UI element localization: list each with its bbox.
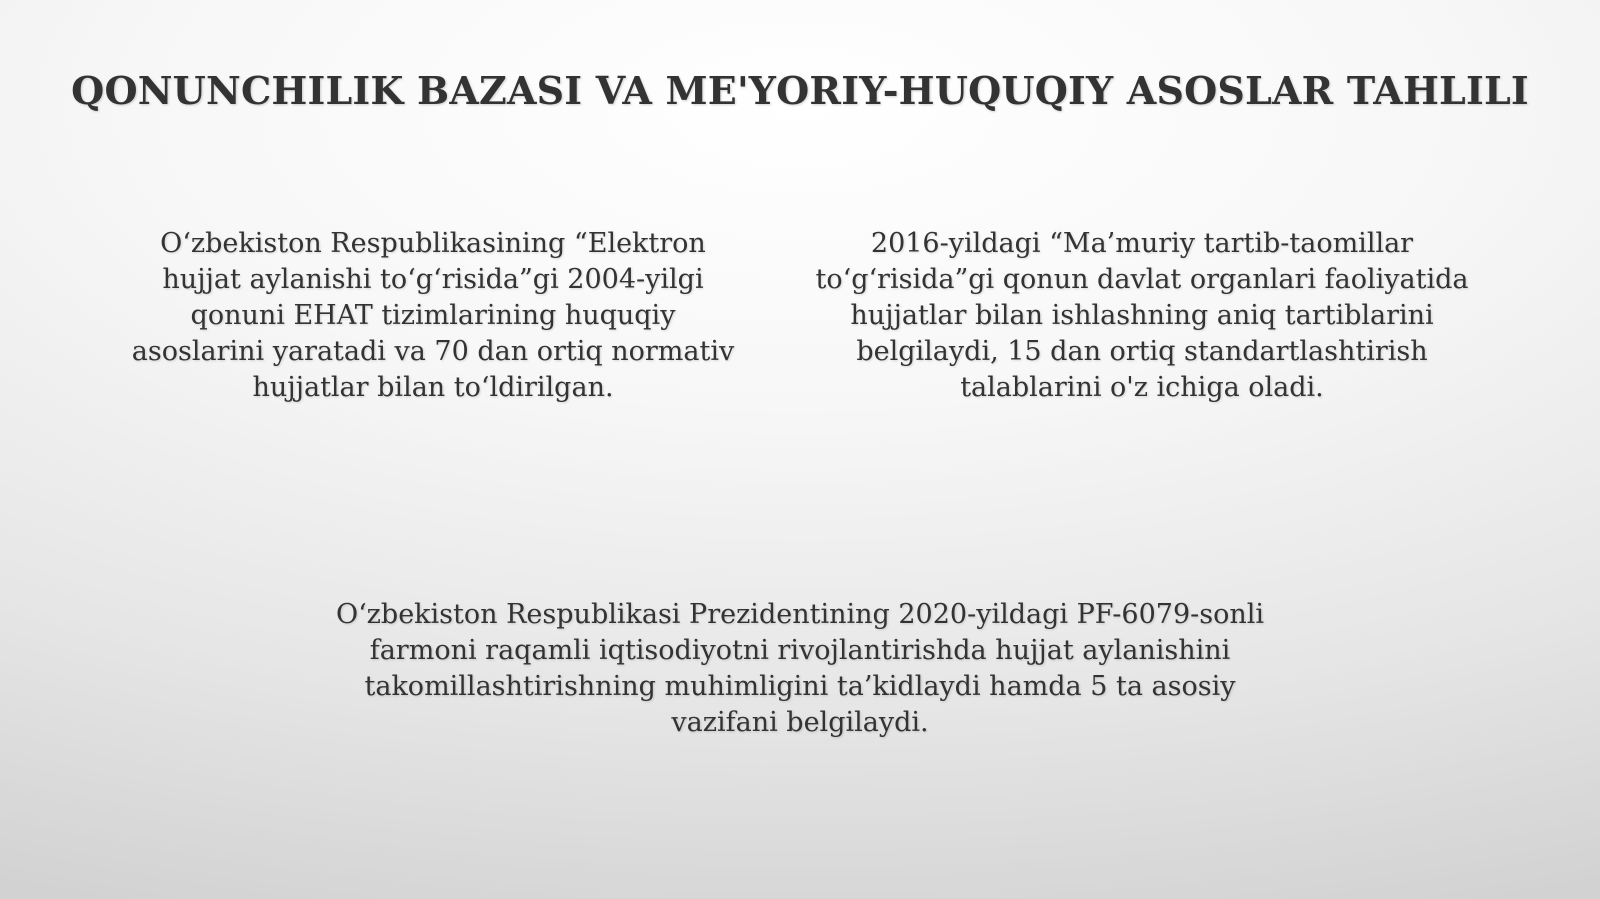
left-text-block	[108, 226, 758, 406]
right-text-line: talablarini o'z ichiga oladi.	[960, 372, 1324, 403]
left-text-line: asoslarini yaratadi va 70 dan ortiq normativ	[131, 336, 735, 367]
right-text-line: to‘g‘risida”gi qonun davlat organlari faoliyatida	[815, 264, 1469, 295]
bottom-text-line: takomillashtirishning muhimligini ta’kidlaydi hamda 5 ta asosiy	[364, 671, 1236, 702]
right-text-line: hujjatlar bilan ishlashning aniq tartiblarini	[850, 300, 1434, 331]
bottom-text-line: O‘zbekiston Respublikasi Prezidentining 2020-yildagi PF-6079-sonli	[335, 599, 1265, 630]
left-text-line: qonuni EHAT tizimlarining huquqiy	[190, 300, 676, 331]
bottom-text-block	[300, 597, 1300, 741]
right-text-line: 2016-yildagi “Ma’muriy tartib-taomillar	[870, 228, 1414, 259]
right-text-line: belgilaydi, 15 dan ortiq standartlashtirish	[856, 336, 1428, 367]
left-text-line: hujjatlar bilan to‘ldirilgan.	[252, 372, 614, 403]
left-text-line: hujjat aylanishi to‘g‘risida”gi 2004-yilgi	[162, 264, 704, 295]
slide-title: QONUNCHILIK BAZASI VA ME'YORIY-HUQUQIY ASOSLAR TAHLILI	[71, 68, 1529, 113]
left-text-line: O‘zbekiston Respublikasining “Elektron	[160, 228, 706, 259]
bottom-text-line: farmoni raqamli iqtisodiyotni rivojlantirishda hujjat aylanishini	[369, 635, 1231, 666]
right-text-block	[792, 226, 1492, 406]
bottom-text-line: vazifani belgilaydi.	[671, 707, 929, 738]
